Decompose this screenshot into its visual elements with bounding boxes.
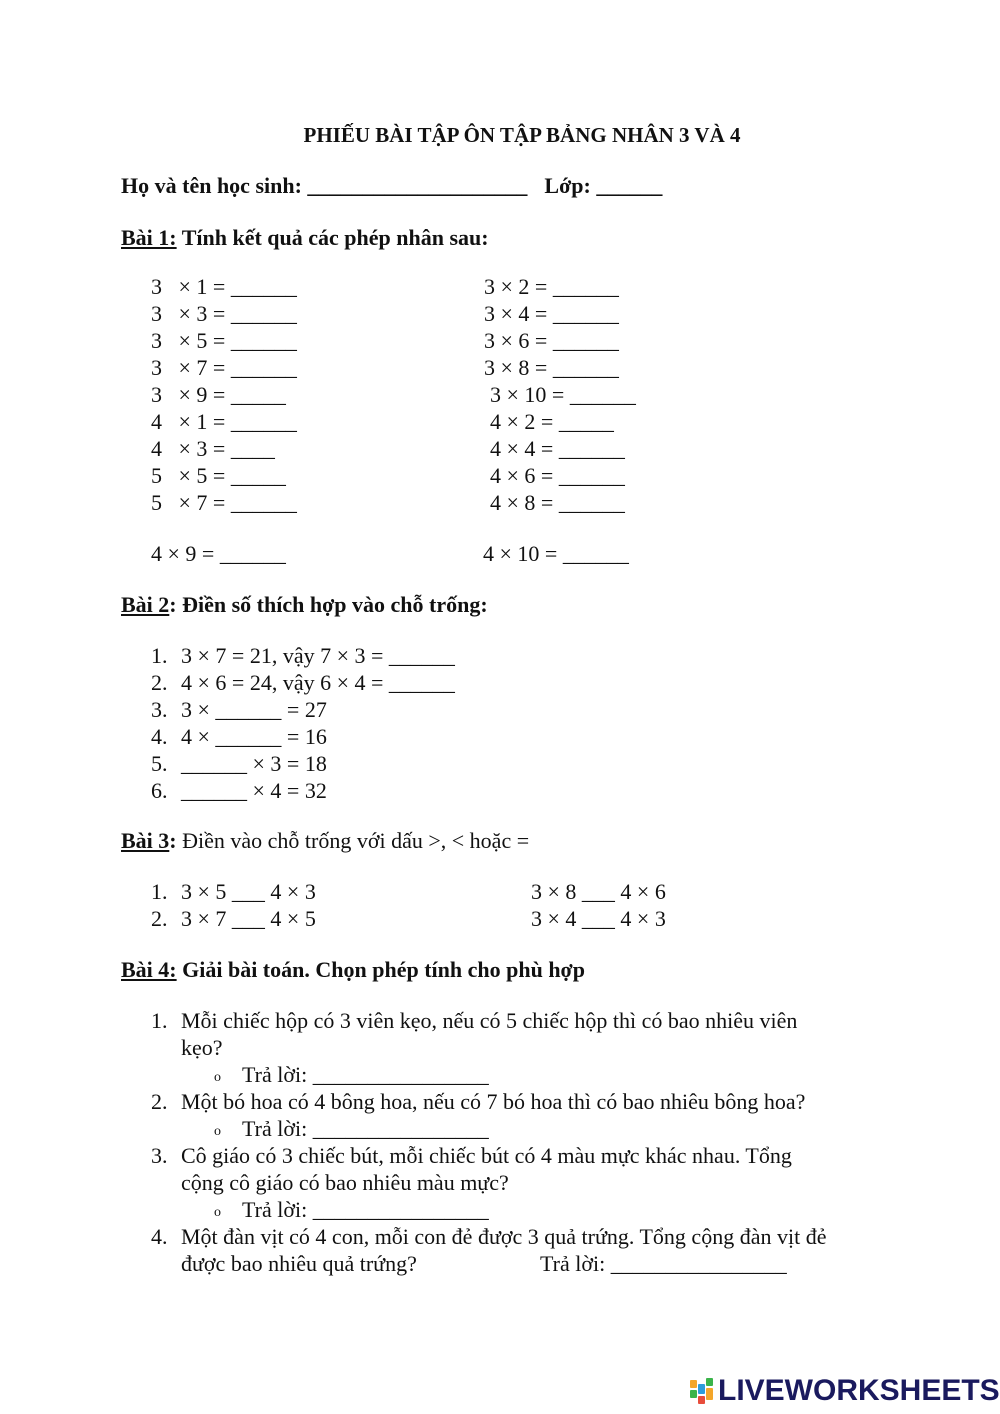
item-number: 1. [151, 1008, 168, 1033]
list-item [151, 1224, 826, 1250]
item-number: 4. [151, 1224, 168, 1249]
list-item [151, 1008, 797, 1034]
item-number: 1. [151, 879, 168, 904]
item-text: 3 × 7 ___ 4 × 5 [181, 906, 316, 931]
answer-text: Trả lời: ________________ [242, 1062, 489, 1087]
bai4-text: Giải bài toán. Chọn phép tính cho phù hợp [176, 957, 585, 982]
item-number: 2. [151, 906, 168, 931]
bai1-item: 4 × 1 = ______ [151, 409, 297, 434]
item-text: Cô giáo có 3 chiếc bút, mỗi chiếc bút có 4 màu mực khác nhau. Tổng [181, 1143, 792, 1168]
list-item: 3 × 8 ___ 4 × 6 [531, 879, 666, 904]
list-item [151, 670, 455, 696]
bai1-item: 3 × 3 = ______ [151, 301, 297, 326]
item-text-continued: kẹo? [181, 1035, 223, 1060]
bai4-label: Bài 4: [121, 957, 177, 982]
list-item [151, 1143, 792, 1169]
answer-text: Trả lời: ________________ [242, 1197, 489, 1222]
answer-line [214, 1116, 489, 1146]
bai1-item: 4 × 3 = ____ [151, 436, 275, 461]
answer-line [214, 1197, 489, 1227]
bai2-heading [121, 592, 488, 618]
item-text: Một bó hoa có 4 bông hoa, nếu có 7 bó hoa thì có bao nhiêu bông hoa? [181, 1089, 806, 1114]
item-text: ______ × 3 = 18 [181, 751, 327, 776]
item-number: 2. [151, 1089, 168, 1114]
item-text: 4 × 6 = 24, vậy 6 × 4 = ______ [181, 670, 455, 695]
class-label: Lớp: ______ [544, 173, 663, 198]
bai1-text: Tính kết quả các phép nhân sau: [176, 225, 489, 250]
list-item: 3 × 4 ___ 4 × 3 [531, 906, 666, 931]
list-item [151, 697, 327, 723]
bai3-colon: : [169, 828, 177, 853]
student-name-line [121, 173, 662, 199]
item-number: 5. [151, 751, 168, 776]
student-name-label: Họ và tên học sinh: ____________________ [121, 173, 528, 198]
answer-text: Trả lời: ________________ [540, 1251, 787, 1276]
liveworksheets-logo-icon [690, 1376, 714, 1406]
bullet-icon: o [214, 1124, 221, 1139]
item-text: 3 × 7 = 21, vậy 7 × 3 = ______ [181, 643, 455, 668]
item-number: 1. [151, 643, 168, 668]
bai1-item: 5 × 7 = ______ [151, 490, 297, 515]
list-item [151, 778, 327, 804]
bai1-item: 3 × 8 = ______ [484, 355, 619, 380]
bai1-item: 3 × 2 = ______ [484, 274, 619, 299]
bai1-item: 3 × 5 = ______ [151, 328, 297, 353]
bai3-text: Điền vào chỗ trống với dấu >, < hoặc = [176, 828, 530, 853]
item-text-continued: được bao nhiêu quả trứng? [181, 1251, 417, 1276]
page-title: PHIẾU BÀI TẬP ÔN TẬP BẢNG NHÂN 3 VÀ 4 [303, 123, 741, 147]
item-number: 3. [151, 697, 168, 722]
bai3-heading [121, 828, 529, 854]
bai1-item: 5 × 5 = _____ [151, 463, 286, 488]
list-item [151, 643, 455, 669]
item-text: Mỗi chiếc hộp có 3 viên kẹo, nếu có 5 chiếc hộp thì có bao nhiêu viên [181, 1008, 798, 1033]
bai1-item: 4 × 6 = ______ [490, 463, 625, 488]
list-item [151, 751, 327, 777]
item-text: 3 × ______ = 27 [181, 697, 327, 722]
list-item [151, 906, 316, 932]
list-item [151, 879, 316, 905]
bai1-item: 4 × 2 = _____ [490, 409, 614, 434]
bullet-icon: o [214, 1205, 221, 1220]
item-text: 4 × ______ = 16 [181, 724, 327, 749]
bullet-icon: o [214, 1070, 221, 1085]
liveworksheets-logo-text: LIVEWORKSHEETS [718, 1374, 1000, 1407]
item-text: ______ × 4 = 32 [181, 778, 327, 803]
bai2-text: : Điền số thích hợp vào chỗ trống: [169, 592, 488, 617]
bai1-item: 4 × 4 = ______ [490, 436, 625, 461]
bai1-item: 3 × 9 = _____ [151, 382, 286, 407]
item-number: 6. [151, 778, 168, 803]
answer-line [214, 1062, 489, 1092]
bai1-heading [121, 225, 489, 251]
answer-text: Trả lời: ________________ [242, 1116, 489, 1141]
bai1-item: 4 × 9 = ______ [151, 541, 286, 566]
item-number: 2. [151, 670, 168, 695]
item-text-continued: cộng cô giáo có bao nhiêu màu mực? [181, 1170, 509, 1195]
bai1-item: 4 × 8 = ______ [490, 490, 625, 515]
liveworksheets-logo [690, 1373, 1000, 1409]
bai1-item: 3 × 10 = ______ [490, 382, 636, 407]
item-number: 3. [151, 1143, 168, 1168]
bai1-label: Bài 1: [121, 225, 177, 250]
bai1-item: 3 × 6 = ______ [484, 328, 619, 353]
bai1-item: 3 × 4 = ______ [484, 301, 619, 326]
bai2-label: Bài 2 [121, 592, 170, 617]
bai3-label: Bài 3 [121, 828, 170, 853]
item-number: 4. [151, 724, 168, 749]
bai1-item: 4 × 10 = ______ [483, 541, 629, 566]
bai4-heading [121, 957, 585, 983]
list-item [151, 1089, 805, 1115]
list-item [151, 724, 327, 750]
bai1-item: 3 × 1 = ______ [151, 274, 297, 299]
bai1-item: 3 × 7 = ______ [151, 355, 297, 380]
item-text: 3 × 5 ___ 4 × 3 [181, 879, 316, 904]
item-text: Một đàn vịt có 4 con, mỗi con đẻ được 3 quả trứng. Tổng cộng đàn vịt đẻ [181, 1224, 827, 1249]
